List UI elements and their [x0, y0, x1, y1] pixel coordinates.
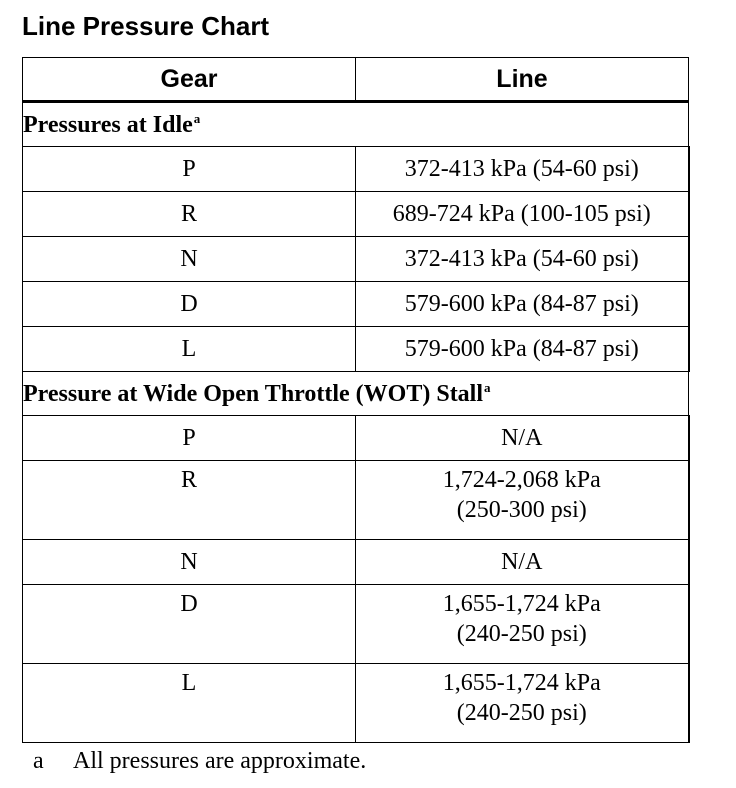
- line-pressure-text: 372-413 kPa (54-60 psi): [404, 156, 639, 182]
- line-pressure-text: N/A: [501, 549, 543, 575]
- gear-cell: N: [23, 540, 356, 585]
- header-line: Line: [356, 58, 689, 102]
- gear-cell: P: [23, 416, 356, 461]
- line-pressure-text: N/A: [501, 425, 543, 451]
- section-header-row: [23, 102, 689, 147]
- section-label: Pressures at Idle: [23, 111, 193, 138]
- line-pressure-cell: [356, 237, 689, 282]
- line-pressure-text: (240-250 psi): [456, 621, 587, 647]
- gear-cell: L: [23, 327, 356, 372]
- gear-cell: N: [23, 237, 356, 282]
- line-pressure-cell: [356, 461, 689, 540]
- gear-cell: R: [23, 461, 356, 540]
- table-row: [23, 282, 689, 327]
- line-pressure-cell: [356, 147, 689, 192]
- line-pressure-text: 579-600 kPa (84-87 psi): [404, 336, 639, 362]
- line-pressure-cell: [356, 540, 689, 585]
- table-body: [23, 102, 689, 743]
- gear-cell: D: [23, 585, 356, 664]
- footnote-marker: a: [33, 748, 44, 774]
- footnote: [33, 745, 366, 777]
- footnote-text: All pressures are approximate.: [73, 748, 367, 774]
- table-row: [23, 664, 689, 743]
- table-row: [23, 192, 689, 237]
- table-row: [23, 237, 689, 282]
- line-pressure-text: 1,724-2,068 kPa: [442, 467, 601, 493]
- line-pressure-text: 689-724 kPa (100-105 psi): [392, 201, 651, 227]
- line-pressure-text: 579-600 kPa (84-87 psi): [404, 291, 639, 317]
- line-pressure-cell: [356, 192, 689, 237]
- gear-cell: D: [23, 282, 356, 327]
- gear-cell: P: [23, 147, 356, 192]
- section-label: Pressure at Wide Open Throttle (WOT) Stall: [23, 380, 484, 407]
- line-pressure-text: (250-300 psi): [456, 497, 587, 523]
- line-pressure-cell: [356, 282, 689, 327]
- gear-cell: R: [23, 192, 356, 237]
- line-pressure-text: 372-413 kPa (54-60 psi): [404, 246, 639, 272]
- header-gear: Gear: [23, 58, 356, 102]
- table-row: [23, 147, 689, 192]
- section-note-marker: a: [193, 110, 201, 126]
- line-pressure-text: 1,655-1,724 kPa: [442, 591, 601, 617]
- line-pressure-cell: [356, 585, 689, 664]
- line-pressure-cell: [356, 416, 689, 461]
- section-note-marker: a: [484, 379, 491, 395]
- table-row: [23, 461, 689, 540]
- table-row: [23, 585, 689, 664]
- line-pressure-text: 1,655-1,724 kPa: [442, 670, 601, 696]
- table-header-row: [23, 58, 689, 102]
- table-row: [23, 416, 689, 461]
- line-pressure-cell: [356, 327, 689, 372]
- section-header: [23, 102, 689, 147]
- table-row: [23, 327, 689, 372]
- section-header: [23, 372, 689, 416]
- gear-cell: L: [23, 664, 356, 743]
- section-header-row: [23, 372, 689, 416]
- line-pressure-table: [22, 57, 690, 743]
- page-title: Line Pressure Chart: [22, 11, 270, 41]
- line-pressure-text: (240-250 psi): [456, 700, 587, 726]
- table-row: [23, 540, 689, 585]
- line-pressure-cell: [356, 664, 689, 743]
